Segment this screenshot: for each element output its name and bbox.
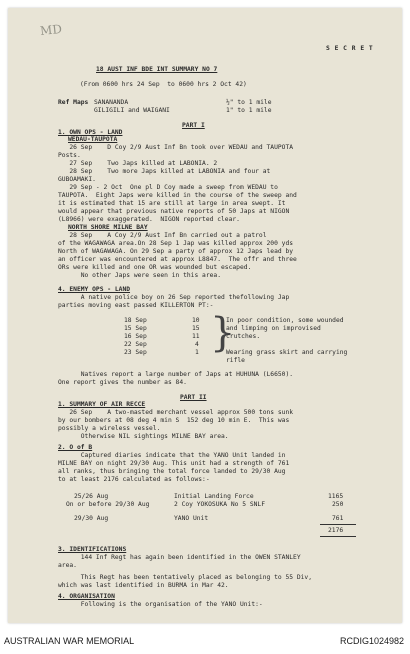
text-line: parties moving east passed KILLERTON PT:- xyxy=(58,302,214,309)
section-own-ops-heading: 1. OWN OPS - LAND xyxy=(58,129,123,136)
section-order-of-battle-heading: 2. O of B xyxy=(58,444,93,451)
party-count: 1 xyxy=(195,349,199,356)
text-line: which was last identified in BURMA in Mar 42. xyxy=(58,582,229,589)
text-line: it is estimated that 15 are still at large in area swept. It xyxy=(58,200,286,207)
section-organisation-heading: 4. ORGANISATION xyxy=(58,593,115,600)
ref-maps-label: Ref Maps xyxy=(58,99,89,106)
text-line: area. xyxy=(58,562,77,569)
text-line: 144 Inf Regt has again been identified in the OWEN STANLEY xyxy=(58,554,301,561)
text-line: 28 Sep A Coy 2/9 Aust Inf Bn carried out a patrol xyxy=(58,232,267,239)
party-date: 23 Sep xyxy=(124,349,147,356)
force-count: 1165 xyxy=(328,493,344,500)
section-enemy-ops-heading: 4. ENEMY OPS - LAND xyxy=(58,286,131,293)
text-line: to at least 2176 calculated as follows:- xyxy=(58,476,210,483)
text-line: GUBOAMAKI. xyxy=(58,176,96,183)
text-line: (L8966) were exaggerated. NIGON reported clear. xyxy=(58,216,240,223)
footer-record-id: RCDIG1024982 xyxy=(339,636,404,646)
party-note: Wearing grass skirt and carrying xyxy=(226,349,348,356)
party-note: and limping on improvised xyxy=(226,325,321,332)
text-line: TAUPOTA. Eight Japs were killed in the course of the sweep and xyxy=(58,192,297,199)
force-total: 2176 xyxy=(328,527,344,534)
brace-glyph: } xyxy=(210,310,236,356)
party-count: 15 xyxy=(192,325,200,332)
text-line: all ranks, thus bringing the total force landed to 29/30 Aug xyxy=(58,468,286,475)
party-count: 11 xyxy=(192,333,200,340)
text-line: 28 Sep Two more Japs killed at LABONIA and four at xyxy=(58,168,271,175)
text-line: This Regt has been tentatively placed as belonging to 55 Div, xyxy=(58,574,313,581)
handwritten-annotation: MD xyxy=(39,21,63,39)
party-note: crutches. xyxy=(226,333,261,340)
party-date: 22 Sep xyxy=(124,341,147,348)
text-line: by our bombers at 08 deg 4 min S 152 deg 10 min E. This was xyxy=(58,417,290,424)
text-line: 29 Sep - 2 Oct One pl D Coy made a sweep from WEDAU to xyxy=(58,184,278,191)
force-date: On or before 29/30 Aug xyxy=(66,501,150,508)
party-count: 4 xyxy=(195,341,199,348)
text-line: North of WAGAWAGA. On 29 Sep a party of approx 12 Japs lead by xyxy=(58,248,294,255)
text-line: Posts. xyxy=(58,152,81,159)
section-identifications-heading: 3. IDENTIFICATIONS xyxy=(58,546,127,553)
section-air-recce-heading: 1. SUMMARY OF AIR RECCE xyxy=(58,401,146,408)
secret-marking: S E C R E T xyxy=(326,45,374,52)
document-title: 18 AUST INF BDE INT SUMMARY NO 7 xyxy=(96,66,218,73)
party-note: rifle xyxy=(226,357,245,364)
party-date: 16 Sep xyxy=(124,333,147,340)
text-line: Otherwise NIL sightings MILNE BAY area. xyxy=(58,433,229,440)
footer-source: AUSTRALIAN WAR MEMORIAL xyxy=(4,636,135,646)
text-line: Following is the organisation of the YANO Unit:- xyxy=(58,601,263,608)
force-date: 25/26 Aug xyxy=(74,493,109,500)
text-line: an officer was encountered at approx L8847. The offr and three xyxy=(58,256,297,263)
text-line: possibly a wireless vessel. xyxy=(58,425,161,432)
text-line: Natives report a large number of Japs at HUHUNA (L6650). xyxy=(58,371,294,378)
party-count: 10 xyxy=(192,317,200,324)
force-unit: 2 Coy YOKOSUKA No 5 SNLF xyxy=(174,501,265,508)
part-2-heading: PART II xyxy=(180,394,207,401)
text-line: of the WAGAWAGA area.On 28 Sep 1 Jap was killed approx 200 yds xyxy=(58,240,294,247)
text-line: MILNE BAY on night 29/30 Aug. This unit had a strength of 761 xyxy=(58,460,290,467)
ref-map-2: GILIGILI and WAIGANI xyxy=(94,107,170,114)
text-line: A native police boy on 26 Sep reported thefollowing Jap xyxy=(58,294,290,301)
party-date: 15 Sep xyxy=(124,325,147,332)
party-date: 18 Sep xyxy=(124,317,147,324)
subsection-wedau-taupota: WEDAU-TAUPOTA xyxy=(68,136,118,143)
ref-map-1-scale: ½" to 1 mile xyxy=(226,99,272,106)
document-period: (From 0600 hrs 24 Sep to 0600 hrs 2 Oct 42) xyxy=(80,81,247,88)
force-unit: YANO Unit xyxy=(174,515,209,522)
force-count: 250 xyxy=(332,501,344,508)
document-page xyxy=(8,8,402,623)
force-date: 29/30 Aug xyxy=(74,515,109,522)
text-line: ORs were killed and one OR was wounded but escaped. xyxy=(58,264,252,271)
force-count: 761 xyxy=(332,515,344,522)
force-unit: Initial Landing Force xyxy=(174,493,254,500)
text-line: One report gives the number as 84. xyxy=(58,379,187,386)
text-line: 26 Sep A two-masted merchant vessel approx 500 tons sunk xyxy=(58,409,294,416)
party-note: In poor condition, some wounded xyxy=(226,317,344,324)
part-1-heading: PART I xyxy=(182,122,205,129)
sum-rule xyxy=(320,536,356,537)
sum-rule xyxy=(320,524,356,525)
subsection-north-shore: NORTH SHORE MILNE BAY xyxy=(68,224,148,231)
ref-map-2-scale: 1" to 1 mile xyxy=(226,107,272,114)
text-line: 27 Sep Two Japs killed at LABONIA. 2 xyxy=(58,160,218,167)
ref-map-1: SANANANDA xyxy=(94,99,129,106)
text-line: Captured diaries indicate that the YANO Unit landed in xyxy=(58,452,286,459)
text-line: 26 Sep D Coy 2/9 Aust Inf Bn took over WEDAU and TAUPOTA xyxy=(58,144,294,151)
text-line: would appear that previous native reports of 50 Japs at NIGON xyxy=(58,208,290,215)
text-line: No other Japs were seen in this area. xyxy=(58,272,222,279)
